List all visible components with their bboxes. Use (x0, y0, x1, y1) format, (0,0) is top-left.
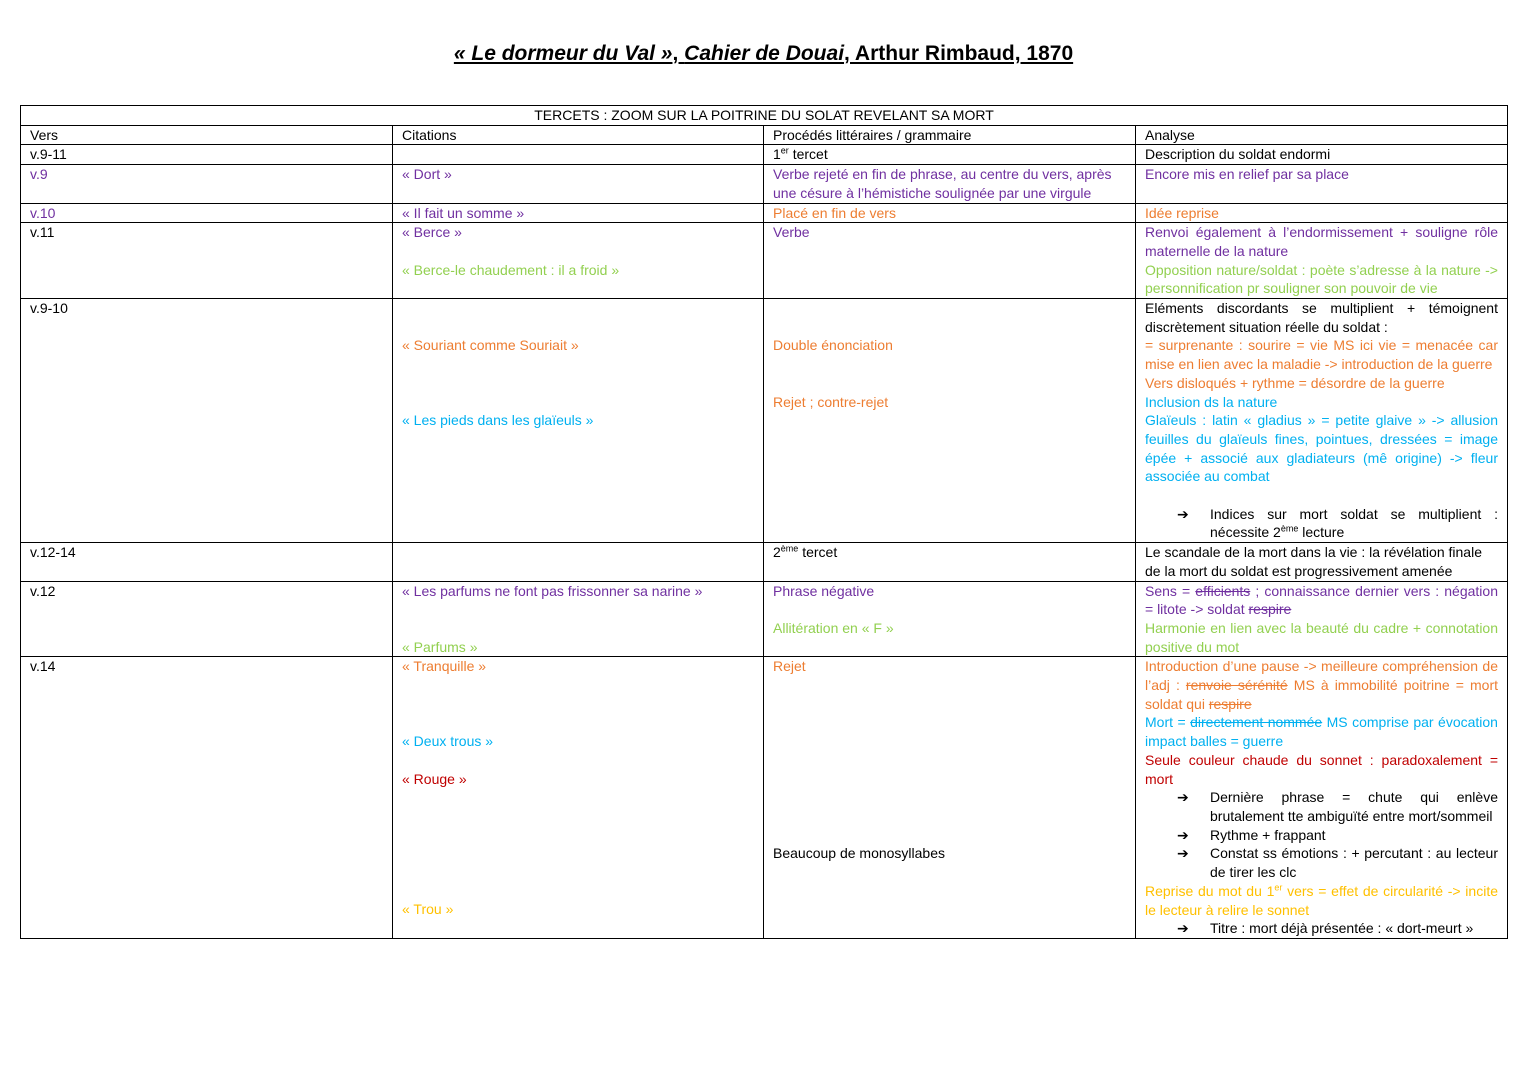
arrow-text: Dernière phrase = chute qui enlève brutalement tte ambiguïté entre mort/sommeil (1210, 789, 1498, 824)
analyse-text: Renvoi également à l’endormissement + souligne rôle maternelle de la nature (1145, 224, 1498, 259)
arrow-text: Titre : mort déjà présentée : « dort-meurt » (1210, 920, 1474, 937)
cell-vers: v.14 (21, 657, 393, 939)
cell-analyse: Description du soldat endormi (1136, 145, 1508, 165)
citation-text: « Rouge » (402, 770, 467, 787)
cell-citation (393, 299, 764, 543)
citation-text: « Trou » (402, 901, 454, 918)
right-arrow-icon: ➔ (1177, 920, 1189, 937)
tercet-label: tercet (788, 146, 828, 163)
procede-text: Double énonciation (773, 337, 893, 354)
cell-procede (764, 657, 1136, 939)
section-title: TERCETS : ZOOM SUR LA POITRINE DU SOLAT REVELANT SA MORT (21, 106, 1508, 126)
tercet-sup: ème (780, 543, 799, 554)
right-arrow-icon: ➔ (1177, 845, 1189, 862)
table-row (21, 657, 1508, 939)
cell-analyse (1136, 657, 1508, 939)
cell-citation (393, 223, 764, 299)
arrow-text-end: lecture (1298, 524, 1345, 541)
cell-citation (393, 581, 764, 657)
citation-text: « Berce-le chaudement : il a froid » (402, 261, 620, 278)
table-row (21, 165, 1508, 203)
arrow-item (1145, 919, 1498, 938)
cell-analyse: Encore mis en relief par sa place (1136, 165, 1508, 203)
analyse-text: Introduction d’une pause -> meilleure compréhension de l’adj : renvoie sérénité MS à immobilité poitrine = mort soldat qui respire (1145, 658, 1498, 712)
arrow-item (1145, 826, 1498, 845)
header-procedes: Procédés littéraires / grammaire (764, 125, 1136, 145)
document-title (0, 40, 1527, 68)
cell-vers: v.12-14 (21, 543, 393, 581)
citation-text: « Berce » (402, 224, 462, 241)
cell-procede (764, 543, 1136, 581)
table-row (21, 223, 1508, 299)
analyse-text: Opposition nature/soldat : poète s’adresse à la nature -> personnification pr souligner son pouvoir de vie (1145, 261, 1498, 297)
arrow-item (1145, 844, 1498, 881)
cell-citation (393, 657, 764, 939)
procede-text: Allitération en « F » (773, 619, 894, 636)
table-row (21, 145, 1508, 165)
analyse-text: Inclusion ds la nature (1145, 393, 1278, 410)
analyse-text: Seule couleur chaude du sonnet : paradoxalement = mort (1145, 751, 1498, 787)
cell-citation (393, 543, 764, 581)
cell-procede (764, 145, 1136, 165)
citation-text: « Les parfums ne font pas frissonner sa narine » (402, 582, 703, 599)
title-sep-1: , (672, 42, 685, 65)
analyse-text: Vers disloqués + rythme = désordre de la guerre (1145, 374, 1445, 391)
table-row (21, 581, 1508, 657)
procede-text: Rejet ; contre-rejet (773, 393, 889, 410)
right-arrow-icon: ➔ (1177, 505, 1189, 522)
citation-text: « Parfums » (402, 638, 478, 655)
header-citations: Citations (393, 125, 764, 145)
cell-citation: « Il fait un somme » (393, 203, 764, 223)
cell-vers: v.10 (21, 203, 393, 223)
analysis-table (20, 105, 1508, 939)
cell-procede: Verbe (764, 223, 1136, 299)
cell-analyse: Le scandale de la mort dans la vie : la révélation finale de la mort du soldat est progressivement amenée (1136, 543, 1508, 581)
analyse-text: Reprise du mot du 1er vers = effet de circularité -> incite le lecteur à relire le sonnet (1145, 882, 1498, 918)
header-vers: Vers (21, 125, 393, 145)
header-analyse: Analyse (1136, 125, 1508, 145)
table-section-row (21, 106, 1508, 126)
cell-citation (393, 145, 764, 165)
right-arrow-icon: ➔ (1177, 789, 1189, 806)
cell-procede: Placé en fin de vers (764, 203, 1136, 223)
analyse-text: Mort = directement nommée MS comprise par évocation impact balles = guerre (1145, 714, 1498, 750)
cell-vers: v.9-11 (21, 145, 393, 165)
procede-text: Rejet (773, 658, 806, 675)
procede-text: Beaucoup de monosyllabes (773, 845, 946, 862)
cell-vers: v.9 (21, 165, 393, 203)
tercet-label: tercet (798, 544, 838, 561)
analyse-text: Glaïeuls : latin « gladius » = petite glaive » -> allusion feuilles du glaïeuls fines, pointues, dressées = image épée + associé aux gladiateurs (mê origine) -> fleur associée au combat (1145, 412, 1498, 485)
cell-vers: v.11 (21, 223, 393, 299)
citation-text: « Deux trous » (402, 733, 494, 750)
table-row (21, 203, 1508, 223)
citation-text: « Tranquille » (402, 658, 487, 675)
analyse-text: = surprenante : sourire = vie MS ici vie = menacée car mise en lien avec la maladie -> introduction de la guerre (1145, 337, 1498, 373)
table-row (21, 299, 1508, 543)
cell-analyse: Idée reprise (1136, 203, 1508, 223)
arrow-text: Constat ss émotions : + percutant : au lecteur de tirer les clc (1210, 845, 1498, 881)
table-header-row (21, 125, 1508, 145)
citation-text: « Les pieds dans les glaïeuls » (402, 412, 594, 429)
procede-text: Phrase négative (773, 582, 875, 599)
cell-procede (764, 299, 1136, 543)
cell-procede: Verbe rejeté en fin de phrase, au centre du vers, après une césure à l’hémistiche soulignée par une virgule (764, 165, 1136, 203)
arrow-item (1145, 505, 1498, 542)
right-arrow-icon: ➔ (1177, 826, 1189, 843)
arrow-sup: ème (1280, 523, 1299, 534)
cell-procede (764, 581, 1136, 657)
title-poem: « Le dormeur du Val » (453, 42, 673, 65)
tercet-number: 2 (773, 544, 781, 561)
title-sep-2: , Arthur Rimbaud, 1870 (844, 42, 1074, 65)
table-row (21, 543, 1508, 581)
arrow-text: Indices sur mort soldat se multiplient : nécessite 2 (1210, 505, 1498, 541)
cell-citation: « Dort » (393, 165, 764, 203)
analyse-text: Sens = efficients ; connaissance dernier vers : négation = litote -> soldat respire (1145, 582, 1498, 618)
title-book: Cahier de Douai (684, 42, 845, 65)
citation-text: « Souriant comme Souriait » (402, 337, 579, 354)
analyse-text: Eléments discordants se multiplient + témoignent discrètement situation réelle du soldat : (1145, 300, 1498, 335)
arrow-text: Rythme + frappant (1210, 826, 1326, 843)
arrow-item (1145, 788, 1498, 825)
analyse-text: Harmonie en lien avec la beauté du cadre + connotation positive du mot (1145, 619, 1498, 655)
cell-analyse (1136, 299, 1508, 543)
cell-vers: v.12 (21, 581, 393, 657)
cell-vers: v.9-10 (21, 299, 393, 543)
tercet-number: 1 (773, 146, 781, 163)
tercet-sup: er (780, 145, 789, 156)
cell-analyse (1136, 223, 1508, 299)
cell-analyse (1136, 581, 1508, 657)
